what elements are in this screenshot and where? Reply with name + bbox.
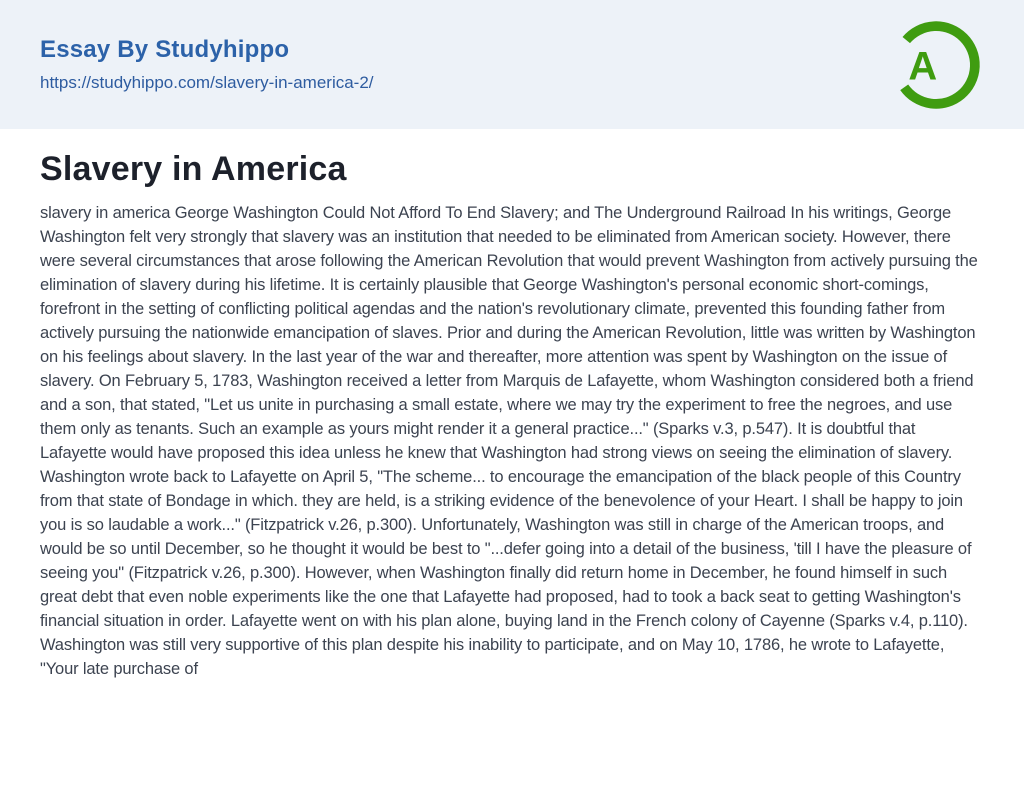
studyhippo-logo-icon [890, 19, 982, 111]
article [0, 129, 1024, 681]
logo-letter: A [908, 43, 938, 88]
site-title: Essay By Studyhippo [40, 36, 290, 63]
header-text-block [40, 36, 374, 93]
page-url-link[interactable]: https://studyhippo.com/slavery-in-america-2/ [40, 73, 374, 92]
page-header [0, 0, 1024, 129]
article-body-text: slavery in america George Washington Could Not Afford To End Slavery; and The Underground Railroad In his writings, George Washington felt very strongly that slavery was an institution that needed to be eliminated from American society. However, there were several circumstances that arose following the American Revolution that would prevent Washington from actively pursuing the elimination of slavery during his lifetime. It is certainly plausible that George Washington's personal economic short-comings, forefront in the setting of conflicting political agendas and the nation's revolutionary climate, prevented this founding father from actively pursuing the nationwide emancipation of slaves. Prior and during the American Revolution, little was written by Washington on his feelings about slavery. In the last year of the war and thereafter, more attention was spent by Washington on the issue of slavery. On February 5, 1783, Washington received a letter from Marquis de Lafayette, whom Washington considered both a friend and a son, that stated, "Let us unite in purchasing a small estate, where we may try the experiment to free the negroes, and use them only as tenants. Such an example as yours might render it a general practice..." (Sparks v.3, p.547). It is doubtful that Lafayette would have proposed this idea unless he knew that Washington had strong views on seeing the elimination of slavery. Washington wrote back to Lafayette on April 5, "The scheme... to encourage the emancipation of the black people of this Country from that state of Bondage in which. they are held, is a striking evidence of the benevolence of your Heart. I shall be happy to join you is so laudable a work..." (Fitzpatrick v.26, p.300). Unfortunately, Washington was still in charge of the American troops, and would be so until December, so he thought it would be best to "...defer going into a detail of the business, 'till I have the pleasure of seeing you" (Fitzpatrick v.26, p.300). However, when Washington finally did return home in December, he found himself in such great debt that even noble experiments like the one that Lafayette had proposed, had to took a back seat to getting Washington's financial situation in order. Lafayette went on with his plan alone, buying land in the French colony of Cayenne (Sparks v.4, p.110). Washington was still very supportive of this plan despite his inability to participate, and on May 10, 1786, he wrote to Lafayette, "Your late purchase of [40, 204, 978, 678]
article-title: Slavery in America [40, 150, 347, 188]
